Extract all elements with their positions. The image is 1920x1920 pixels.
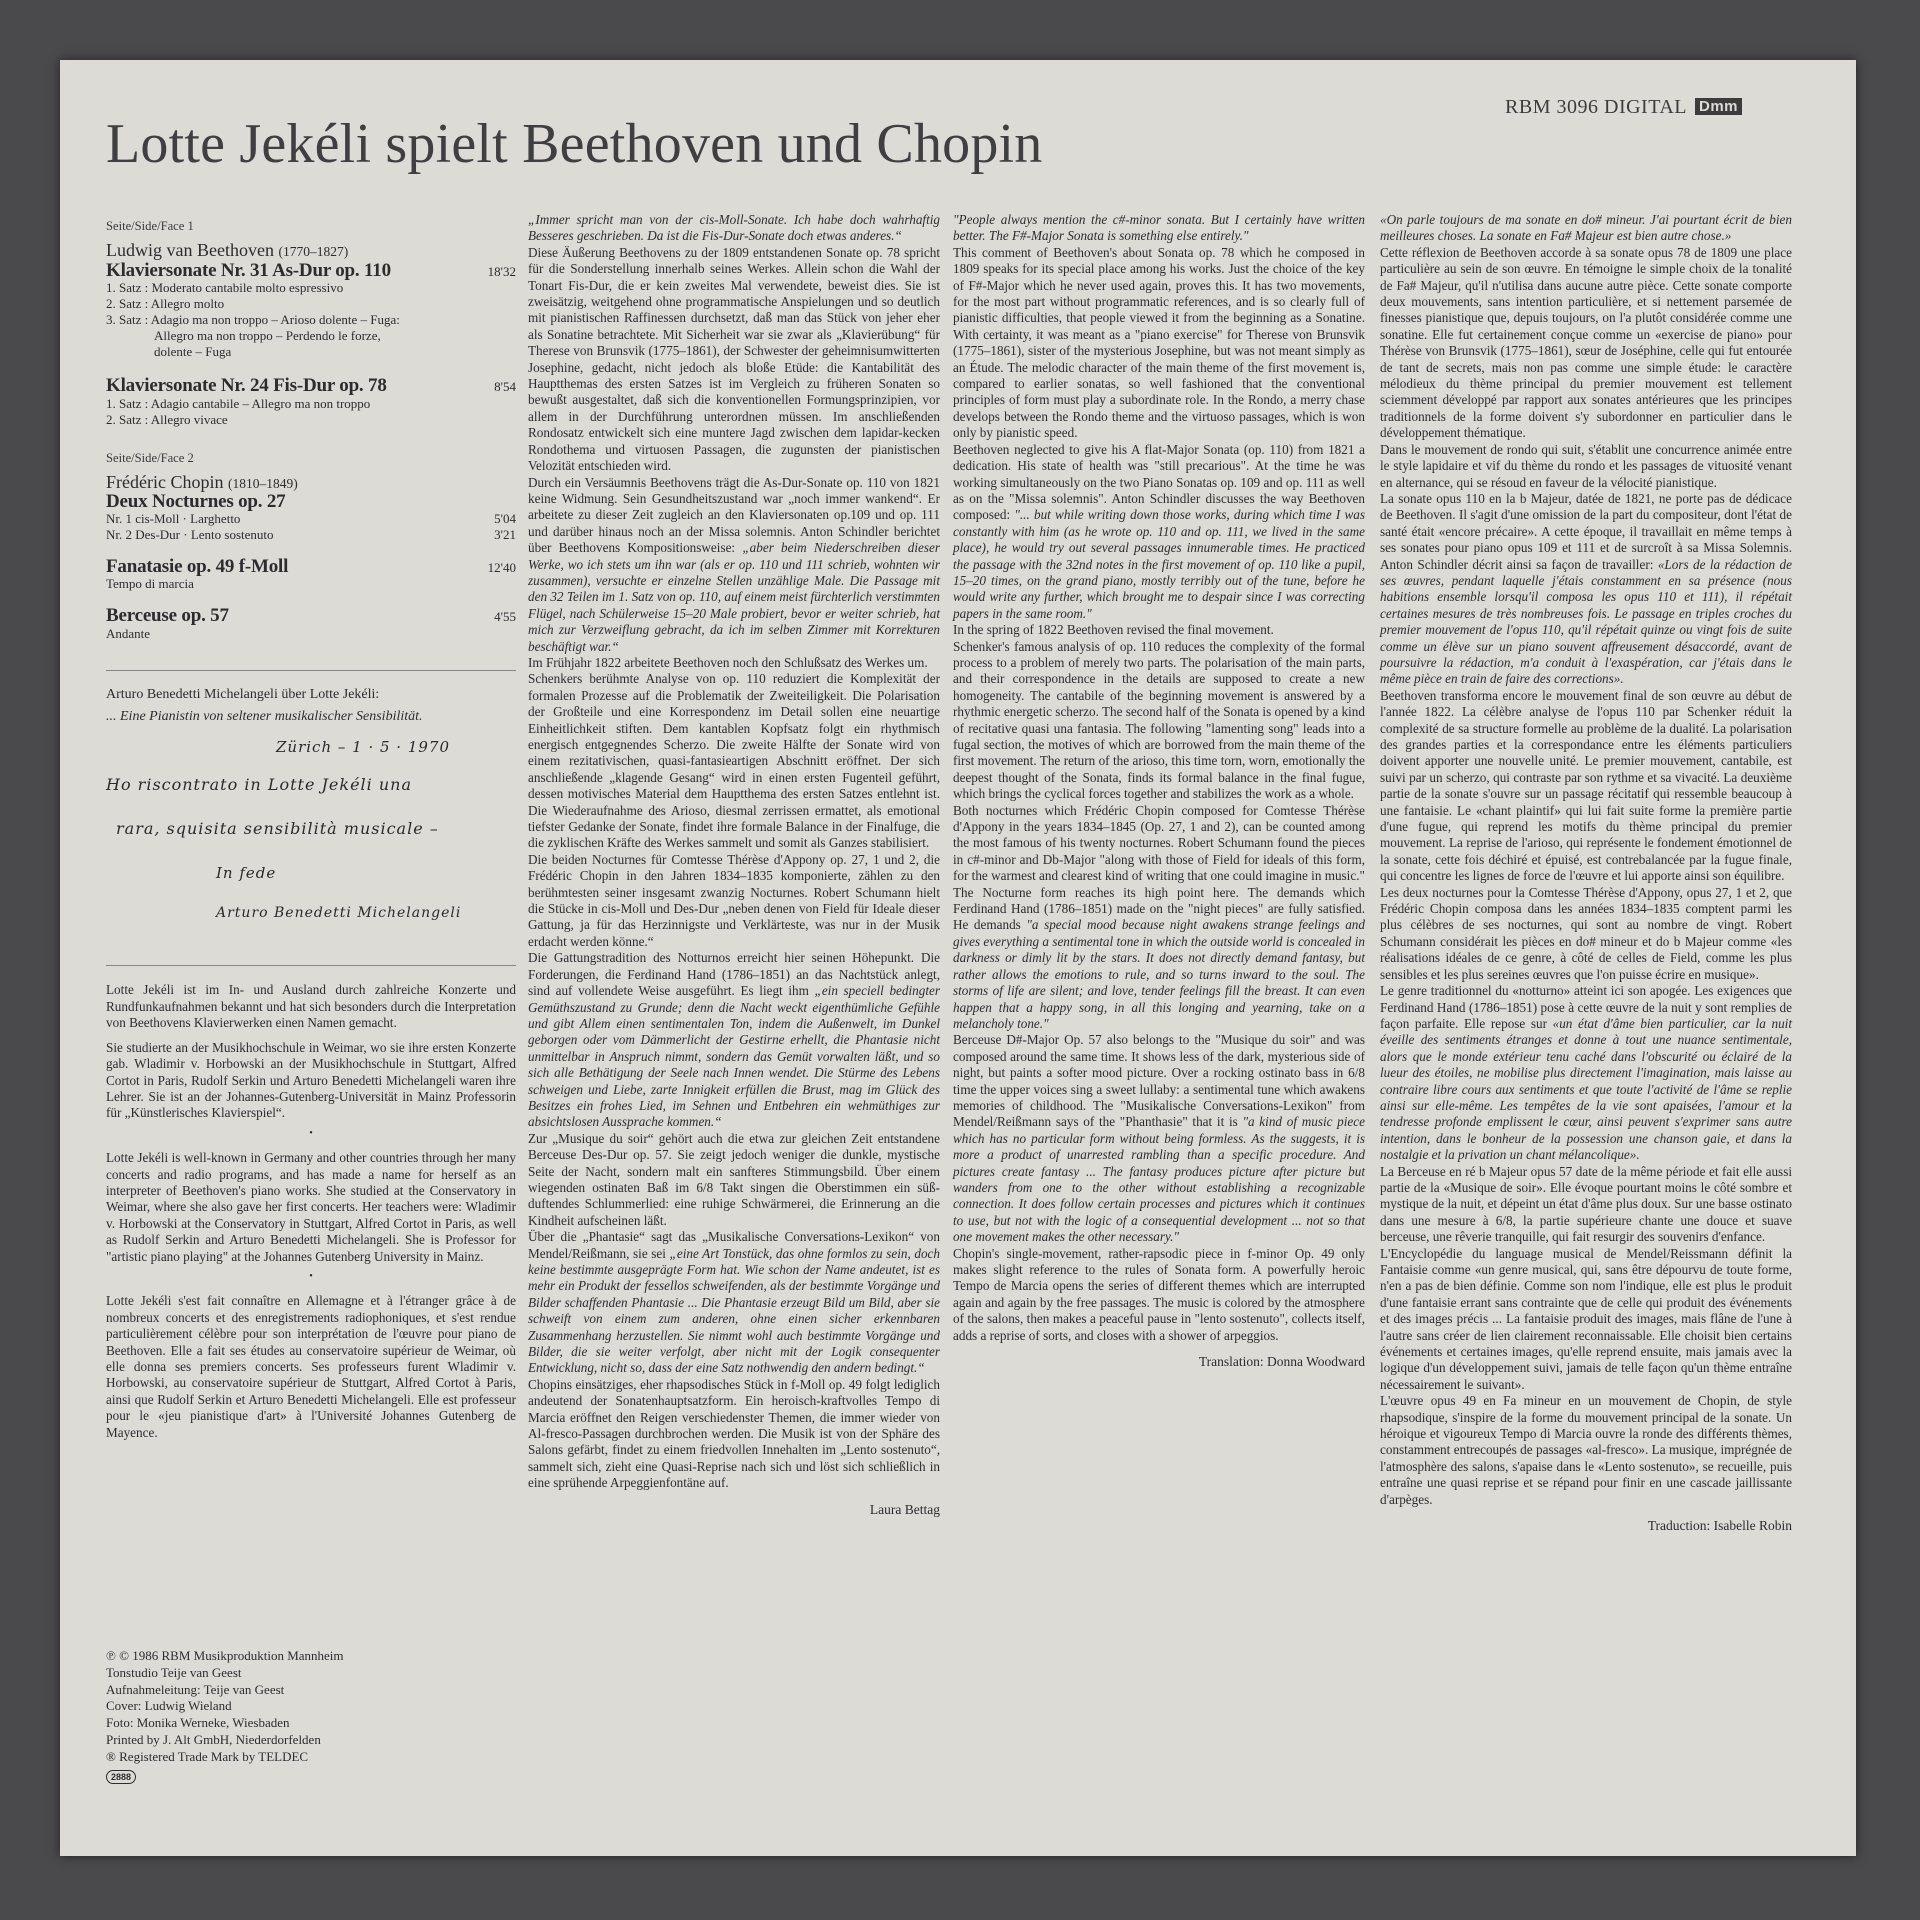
movement: 1. Satz : Moderato cantabile molto espressivo [106, 280, 344, 296]
credit-line: Aufnahmeleitung: Teije van Geest [106, 1681, 285, 1697]
notes-paragraph [528, 1229, 940, 1377]
work-sonata-24 [106, 375, 516, 397]
notes-citation: „eine Art Tonstück, das ohne formlos zu sein, doch keine bestimmte ausgeprägte Form hat. Wie schon der Name andeutet, ist es mehr ein Produkt der fessellos schweifenden, als der bestimmte Vorgänge und Bilder schaffenden Phantasie ... Die Phantasie erzeugt Bild um Bild, aber sie schweift von einem zum anderen, ohne einen sicher erkennbaren Zusammenhang herzustellen. Sie nimmt wohl auch bestimmte Vorgänge und Bilder, die sie weiter verfolgt, aber nicht mit der Logik consequenter Entwicklung, nicht so, dass der eine Satz nothwendig den andern bedingt.“ [528, 1245, 940, 1376]
work-title: Berceuse op. 57 [106, 605, 229, 627]
notes-paragraph [953, 1032, 1365, 1245]
dmm-logo-icon: Dmm [1695, 98, 1742, 115]
credits [106, 1648, 516, 1784]
notes-citation: "a kind of music piece which has no particular form without being formless. As the suggests, it is more a product of unarrested rambling than a specific procedure. And pictures create fantasy ... The fantasy produces picture after picture but wanders from one to the other without establishing a recognizable connection. It does follow certain processes and pictures which it continues to use, but not with the logic of a consequential development ... not so that one movement makes the other necessary." [953, 1114, 1365, 1245]
work-fantasie [106, 555, 516, 577]
catalog-number [1505, 96, 1742, 119]
record-sleeve-back [60, 60, 1856, 1856]
side-2-label: Seite/Side/Face 2 [106, 450, 194, 465]
work-duration: 12'40 [487, 559, 516, 575]
movement: 3. Satz : Adagio ma non troppo – Arioso dolente – Fuga: [106, 312, 400, 328]
movement: 1. Satz : Adagio cantabile – Allegro ma non troppo [106, 395, 371, 411]
quote-text: ... Eine Pianistin von seltener musikalischer Sensibilität. [106, 709, 423, 725]
notes-german-column [528, 212, 940, 1518]
program-column [106, 212, 516, 1441]
work-title: Klaviersonate Nr. 24 Fis-Dur op. 78 [106, 375, 387, 397]
movement: 2. Satz : Allegro vivace [106, 411, 228, 427]
work-title: Deux Nocturnes op. 27 [106, 491, 286, 513]
handwritten-line: rara, squisita sensibilità musicale – [116, 819, 439, 839]
composer-name: Frédéric Chopin [106, 472, 224, 493]
side-1-label: Seite/Side/Face 1 [106, 219, 194, 233]
item-duration: 3'21 [494, 526, 516, 542]
work-nocturnes [106, 491, 516, 513]
handwritten-signature: Arturo Benedetti Michelangeli [216, 905, 462, 922]
work-sonata-31 [106, 259, 516, 281]
notes-paragraph: Zur „Musique du soir“ gehört auch die etwa zur gleichen Zeit entstandene Berceuse Des-Dur op. 57. Sie zeigt jedoch weniger die dunkle, mystische Seite der Nacht, sondern malt ein sanfteres Stimmungsbild. Über einem wiegenden ostinaten Baß im 6/8 Takt singen die Oberstimmen ein süß-duftendes Schlummerlied: eine ruhige Schwärmerei, die Erinnerung an die Kindheit aufscheinen läßt. [528, 1130, 940, 1228]
notes-paragraph: L'Encyclopédie du language musical de Mendel/Reissmann définit la Fantaisie comme «un genre musical, qui, sans être dépourvu de toute forme, n'en a pas de bien définie. Comme son nom l'indique, elle est plus le produit d'une fantaisie errant sans contrainte que de celle qui produit des événements et des images précis ... La fantaisie produit des images, mais flâne de l'une à l'autre sans créer de lien clairement reconnaissable. Elle choisit bien certains événements et certaines images, qu'elle reprend ensuite, mais jamais avec la logique d'un développement suivi, jamais de telle façon qu'un thème entraîne nécessairement le suivant». [1380, 1245, 1792, 1392]
notes-paragraph [953, 885, 1365, 1033]
movement: dolente – Fuga [154, 344, 232, 360]
notes-paragraph: Both nocturnes which Frédéric Chopin composed for Comtesse Thérèse d'Appony in the years 1834–1845 (Op. 27, 1 and 2), can be counted among the most famous of his twenty nocturnes. Robert Schumann found the pieces in c#-minor and Db-Major "along with those of Field for ideals of this form, for the warmest and clearest kind of writing that one could imagine in music." [953, 802, 1365, 884]
notes-paragraph: Chopins einsätziges, eher rhapsodisches Stück in f-Moll op. 49 folgt lediglich andeutend der Sonatenhauptsatzform. Ein heroisch-kraftvolles Tempo di Marcia eröffnet den Reigen verschiedenster Themen, die immer wieder von Al-fresco-Passagen durchbrochen werden. Die Musik ist von der Sphäre des Salons gefärbt, findet zu einem friedvollen Innehalten im „Lento sostenuto“, sammelt sich, zieht eine Quasi-Reprise nach sich und löst sich schließlich in eine sprühende Arpeggienfontäne auf. [528, 1376, 940, 1491]
notes-paragraph: In the spring of 1822 Beethoven revised the final movement. [953, 622, 1274, 638]
notes-citation: «Lors de la rédaction de ses œuvres, pendant laquelle j'étais constamment en sa présence (nous habitions ensemble lorsqu'il composa les opus 110 et 111), il répétait certaines mesures de très nombreuses fois. Le passage en triples croches du premier mouvement de l'opus 110, qu'il répétait quinze ou vingt fois de suite comme un élève sur un piano souvent affreusement désaccordé, avant de poursuivre la rédaction, m'a conduit à l'exaspération, car j'étais dans le même pièce en train de faire des corrections». [1380, 556, 1792, 687]
handwritten-line: Ho riscontrato in Lotte Jekéli una [106, 775, 413, 795]
album-title: Lotte Jekéli spielt Beethoven und Chopin [106, 113, 1043, 175]
divider [106, 965, 516, 966]
label-code-icon: 2888 [106, 1770, 136, 1784]
item-duration: 5'04 [494, 510, 516, 526]
handwritten-line: In fede [216, 864, 277, 883]
notes-paragraph: Im Frühjahr 1822 arbeitete Beethoven noch den Schlußsatz des Werkes um. [528, 654, 928, 670]
notes-text: Durch ein Versäumnis Beethovens trägt die As-Dur-Sonate op. 110 von 1821 keine Widmung. Sein Gesundheitszustand war „noch immer wankend“. Er arbeitete zu dieser Zeit zugleich an den Klaviersonaten op.109 und op. 111 und darüber hinaus noch an der Missa solemnis. Anton Schindler berichtet über Beethovens Kompositionsweise: [528, 474, 940, 556]
credit-line: Cover: Ludwig Wieland [106, 1698, 232, 1714]
notes-citation: „aber beim Niederschreiben dieser Werke, wo ich stets um ihn war (als er op. 110 und 111 schrieb, wohnten wir zusammen), versuchte er einzelne Stellen unzählige Male. Die Passage mit den 32 Teilen im 1. Satz von op. 110, auf einem meist fürchterlich verstimmten Flügel, nach Schülerweise 15–20 Male probiert, bevor er weiter schrieb, hat mich zur Verzweiflung gebracht, da ich im selben Zimmer mit Korrekturen beschäftigt war.“ [528, 540, 941, 654]
notes-citation: "... but while writing down those works, during which time I was constantly with him (as he wrote op. 110 and op. 111, we lived in the same place), he would try out several passages innumerable times. He practiced the passage with the 32nd notes in the first movement of op. 110 like a pupil, 15–20 times, on the grand piano, mostly terribly out of the tune, before he would write any further, which brought me to despair since I was correcting papers in the same room." [953, 507, 1366, 621]
notes-french-column [1380, 212, 1792, 1535]
credit-line: Printed by J. Alt GmbH, Niederdorfelden [106, 1731, 321, 1747]
notes-text: The Nocturne form reaches its high point here. The demands which Ferdinand Hand (1786–1851) made on the "night pieces" are fully satisfied. He demands [953, 884, 1365, 933]
credit-line: ® Registered Trade Mark by TELDEC [106, 1748, 309, 1764]
composer-dates: (1770–1827) [278, 244, 349, 260]
quote-heading: Arturo Benedetti Michelangeli über Lotte Jekéli: [106, 686, 380, 702]
work-tempo: Tempo di marcia [106, 576, 194, 592]
notes-paragraph [528, 950, 940, 1130]
notes-paragraph: L'œuvre opus 49 en Fa mineur en un mouvement de Chopin, de style rhapsodique, s'inspire de la forme du mouvement principal de la sonate. Un héroique et vigoureux Tempo di Marcia ouvre la ronde des différents thèmes, constamment entrecoupés de passages «al-fresco». La musique, imprégnée de l'atmosphère des salons, s'apaise dans le «Lento sostenuto», se recueille, puis entraîne une quasi reprise et se répand pour finir en une cascade jaillissante d'arpèges. [1380, 1393, 1792, 1507]
notes-text: Le genre traditionnel du «notturno» atteint ici son apogée. Les exigences que Ferdinand Hand (1786–1851) pose à cette œuvre de la nuit y sont remplies de façon parfaite. Elle repose sur [1380, 983, 1792, 1031]
composer-dates: (1810–1849) [227, 476, 298, 492]
composer-chopin [106, 474, 516, 492]
separator-mark: • [309, 1270, 313, 1282]
notes-paragraph [528, 475, 940, 655]
notes-text: Über die „Phantasie“ sagt das „Musikalische Conversations-Lexikon“ von Mendel/Reißmann, sie sei [528, 1229, 940, 1261]
notes-paragraph [1380, 983, 1792, 1163]
notes-paragraph: La Berceuse en ré b Majeur opus 57 date de la même période et fait elle aussi partie de la «Musique de soir». Elle évoque pourtant moins le côté sombre et mystique de la nuit, et dépeint un état d'âme plus doux. Sur une basse ostinato dans une mesure à 6/8, la partie supérieure chante une douce et suave berceuse, une rêverie tranquille, qui fait resurgir des souvenirs d'enfance. [1380, 1163, 1792, 1245]
work-duration: 18'32 [487, 263, 516, 279]
notes-paragraph: Schenkers berühmte Analyse von op. 110 reduziert die Komplexität der formalen Prozesse auf die Problematik der Zweiteiligkeit. Die Polarisation der Großteile und eine Korrespondenz im Detail sollen eine neuartige Einheitlichkeit stiften. Dem kantablen Kopfsatz folgt ein rhythmisch energisch entgegnendes Scherzo. Die zweite Hälfte der Sonate wird von einem rezitativischen, quasi-fantasieartigen Abschnitt eröffnet. Der sich anschließende „klagende Gesang“ wird in einen ersten Fugenteil geführt, dessen motivisches Material dem Hauptthema des ersten Satzes entlehnt ist. Die Wiederaufnahme des Arioso, diesmal zerrissen ermattet, als emotional tiefster Gedanke der Sonate, findet ihre formale Balance in der Finalfuge, die die zyklischen Kräfte des Werkes sammelt und somit als Ganzes stabilisiert. [528, 671, 940, 851]
movement: 2. Satz : Allegro molto [106, 296, 225, 312]
work-duration: 8'54 [494, 379, 516, 395]
composer-name: Ludwig van Beethoven [106, 240, 274, 261]
nocturne-item [106, 511, 516, 527]
bio-en: Lotte Jekéli is well-known in Germany and other countries through her many concerts and radio programs, and has made a name for herself as an interpreter of Beethoven's piano works. She studied at the Conservatory in Weimar, where she also gave her first concerts. Her teachers were: Wladimir v. Horbowski at the Conservatory in Stuttgart, Alfred Cortot in Paris, as well as Rudolf Serkin and Arturo Benedetti Michelangeli. She is Professor for "artistic piano playing" at the Johannes Gutenberg University in Mainz. [106, 1150, 516, 1264]
notes-citation: „ein speciell bedingter Gemüthszustand zu Grunde; denn die Nacht weckt eigenthümliche Gefühle und gibt Allem einen sentimentalen Ton, indem die Außenwelt, im Dunkel geborgen oder vom Dämmerlicht der Gestirne erhellt, die Phantasie nicht unmittelbar in Anspruch nimmt, sondern das Gemüt vorwalten läßt, und so sich alle Bethätigung der Seele nach Innen wendet. Die Stürme des Lebens schweigen und Liebe, zarte Innigkeit erfüllen die Brust, mag im Glück des Besitzes ein frohes Lied, im Sehnen und Entbehren ein wehmüthiges zur absichtslosen Aussprache kommen.“ [528, 983, 940, 1130]
composer-beethoven [106, 242, 516, 260]
notes-citation: "a special mood because night awakens strange feelings and gives everything a sentimental tone in which the outside world is concealed in darkness or dimly lit by the stars. It does not directly demand fantasy, but rather allows the emotions to rule, and so turns inward to the soul. The storms of life are silent; and love, tender feelings fill the breast. It can even happen that a happy song, in all this longing and yearning, take on a melancholy tone." [953, 917, 1365, 1031]
credit-line: Tonstudio Teije van Geest [106, 1664, 242, 1680]
notes-text: La sonate opus 110 en la b Majeur, datée de 1821, ne porte pas de dédicace de Beethoven. Il s'agit d'une omission de la part du compositeur, dont l'état de santé était «encore précaire». A cette époque, il travaillait en même temps à ses sonates pour piano opus 109 et 111 et de surcroît à sa Missa Solemnis. Anton Schindler décrit ainsi sa façon de travailler: [1380, 490, 1792, 572]
bio-fr: Lotte Jekéli s'est fait connaître en Allemagne et à l'étranger grâce à de nombreux concerts et des enregistrements radiophoniques, et s'est rendue particulièrement célèbre pour son interprétation de l'œuvre pour piano de Beethoven. Elle a fait ses études au conservatoire supérieur de Weimar, où elle donna ses premiers concerts. Ses professeurs furent Wladimir v. Horbowski, au conservatoire supérieur de Stuttgart, Alfred Cortot à Paris, ainsi que Rudolf Serkin et Arturo Benedetti Michelangeli. Elle est professeur pour le «jeu pianistique d'art» à l'Université Johannes Gutenberg de Mayence. [106, 1293, 516, 1440]
credit-line: Foto: Monika Werneke, Wiesbaden [106, 1715, 290, 1731]
work-berceuse [106, 605, 516, 627]
bio-de-2: Sie studierte an der Musikhochschule in Weimar, wo sie ihre ersten Konzerte gab. Wladimir v. Horbowski an der Musikhochschule in Stuttgart, Alfred Cortot in Paris, Rudolf Serkin und Arturo Benedetti Michelangeli waren ihre Lehrer. Sie ist an der Johannes-Gutenberg-Universität in Mainz Professorin für „Künstlerisches Klavierspiel“. [106, 1039, 516, 1121]
item-label: Nr. 1 cis-Moll · Larghetto [106, 510, 241, 526]
handwritten-date: Zürich – 1 · 5 · 1970 [276, 738, 451, 757]
notes-paragraph: Chopin's single-movement, rather-rapsodic piece in f-minor Op. 49 only makes slight reference to the rules of Sonata form. A powerfully heroic Tempo de Marcia opens the series of different themes which are interrupted again and again by the free passages. The music is colored by the atmosphere of the salons, then makes a peaceful pause in "lento sostenuto", collects itself, adds a reprise of sorts, and closes with a shower of arpeggios. [953, 1245, 1365, 1343]
notes-paragraph: This comment of Beethoven's about Sonata op. 78 which he composed in 1809 speaks for its special place among his works. Just the choice of the key of F#-Major which he never used again, proves this. It has two movements, for the most part without programmatic references, and is so clearly full of pianistic difficulties, that people viewed it from the beginning as a Sonatine. With certainty, it was meant as a "piano exercise" for Therese von Brunsvik (1775–1861), sister of the mysterious Josephine, but was not meant simply as an Étude. The melodic character of the main theme of the first movement is, compared to earlier sonatas, so well fashioned that the conventional principles of form must play a subordinate role. In the Rondo, a merry chase develops between the Rondo theme and the virtuoso passages, which is won only by pianistic speed. [953, 244, 1365, 441]
notes-quote: „Immer spricht man von der cis-Moll-Sonate. Ich habe doch wahrhaftig Besseres geschrieben. Da ist die Fis-Dur-Sonate doch etwas anderes.“ [528, 212, 940, 244]
notes-paragraph: Beethoven transforma encore le mouvement final de son œuvre au début de l'année 1822. La célèbre analyse de l'opus 110 par Schenker réduit la complexité de sa structure formelle au problème de la dualité. La polarisation des grandes parties et la correspondance entre les éléments particuliers doivent apporter une nouvelle unité. Le premier mouvement, cantabile, est suivi par un scherzo, qui contraste par son rythme et sa vivacité. La deuxième partie de la sonate s'ouvre sur un passage récitatif qui ressemble beaucoup à une fantaisie. Le «chant plaintif» qui lui fait suite forme la première partie d'une fugue, qui reprend les motifs du thème principal du premier mouvement. La reprise de l'arioso, qui représente le fondement émotionnel de la sonate, cette fois déchiré et épuisé, est contrebalancée par la fugue finale, qui concentre les lignes de force de l'œuvre et lui apporte ainsi son équilibre. [1380, 687, 1792, 884]
notes-paragraph: Schenker's famous analysis of op. 110 reduces the complexity of the formal process to a problem of merely two parts. The polarisation of the main parts, and their correspondence in the details are supposed to create a new homogeneity. The cantabile of the beginning movement is answered by a rhythmic energetic scherzo. The second half of the Sonata is opened by a kind of recitative quasi una fantasia. The following "lamenting song" leads into a fugal section, the motives of which are borrowed from the main theme of the first movement. The return of the arioso, this time torn, worn, emotionally the deepest thought of the Sonata, finds its formal balance in the final fugue, which brings the cyclical forces together and stabilizes the work as a whole. [953, 638, 1365, 802]
notes-quote: «On parle toujours de ma sonate en do# mineur. J'ai pourtant écrit de bien meilleures choses. La sonate en Fa# Majeur est bien autre chose.» [1380, 212, 1792, 244]
notes-citation: «un état d'âme bien particulier, car la nuit éveille des sentiments étranges et donne à tout une nuance sentimentale, alors que le monde extérieur tenu caché dans l'obscurité ou éclairé de la lueur des étoiles, ne mobilise plus directement l'imagination, mais laisse au contraire libre cours aux sentiments et que toute l'activité de l'âme se replie ainsi sur elle-même. Les tempêtes de la vie sont apaisées, l'amour et la tendresse profonde emplissent le cœur, ainsi peuvent s'exprimer sans autre intention, dans le bonheur de la possession une chanson gaie, et dans la nostalgie et la privation un chant mélancolique». [1380, 1015, 1792, 1163]
notes-text: Berceuse D#-Major Op. 57 also belongs to the "Musique du soir" and was composed around the same time. It shows less of the dark, mysterious side of night, but paints a softer mood picture. Over a rocking ostinato bass in 6/8 time the upper voices sing a sweet lullaby: a sentimental tune which awakens memories of childhood. The "Musikalische Conversations-Lexikon" from Mendel/Reißmann says of the "Phanthasie" that it is [953, 1032, 1365, 1130]
notes-paragraph: Les deux nocturnes pour la Comtesse Thérèse d'Appony, opus 27, 1 et 2, que Frédéric Chopin composa dans les années 1834–1835 comptent parmi les plus célèbres de ses nocturnes, qui sont au nombre de vingt. Robert Schumann considérait les pièces en do# mineur et do b Majeur comme «les réalisations idéales de ce genre, à côté de celles de Field, comme les plus sensibles et les plus sereines œuvres que l'on puisse écrire en musique». [1380, 884, 1792, 982]
notes-paragraph [1380, 491, 1792, 688]
notes-paragraph: Die beiden Nocturnes für Comtesse Thérèse d'Appony op. 27, 1 und 2, die Frédéric Chopin in den Jahren 1834–1835 komponierte, zählen zu den berühmtesten seiner insgesamt zwanzig Nocturnes. Robert Schumann hielt die Stücke in cis-Moll und Des-Dur „neben denen von Field für Ideale dieser Gattung, ja für das Herzinnigste und Verklärteste, was nur in der Musik erdacht werden könne.“ [528, 851, 940, 949]
notes-paragraph [953, 442, 1365, 622]
separator-mark: • [309, 1127, 313, 1139]
notes-quote: "People always mention the c#-minor sonata. But I certainly have written better. The F#-Major Sonata is something else entirely." [953, 212, 1365, 244]
notes-text: Beethoven neglected to give his A flat-Major Sonata (op. 110) from 1821 a dedication. His state of health was "still precarious". At the time he was working simultaneously on the two Piano Sonatas op. 109 and op. 111 as well as on the "Missa solemnis". Anton Schindler discusses the way Beethoven composed: [953, 441, 1365, 523]
nocturne-item [106, 527, 516, 543]
notes-translator: Traduction: Isabelle Robin [1647, 1518, 1792, 1534]
notes-english-column [953, 212, 1365, 1370]
handwritten-note [106, 735, 516, 945]
notes-author: Laura Bettag [869, 1501, 940, 1517]
notes-paragraph: Cette réflexion de Beethoven accorde à sa sonate opus 78 de 1809 une place particulière au sein de son œuvre. En témoigne le simple choix de la tonalité de Fa# Majeur, qu'il n'utilisa dans aucune autre pièce. Cette sonate comporte deux mouvements, sans intention particulière, et si nettement parsemée de finesses pianistique que, depuis toujours, on l'a plutôt considérée comme une sonatine. Elle fut certainement conçue comme un «exercise de piano» pour Thérèse von Brunsvik (1775–1861), sœur de Joséphine, celle qui fut entourée de tant de secrets, mais non pas comme une simple étude: le caractère mélodieux du thème principal du premier mouvement est tellement sciemment développé par rapport aux sonates antérieures que les principes traditionnels de la forme doivent s'y subordonner en particulier dans le développement thématique. [1380, 244, 1792, 441]
notes-paragraph: Diese Äußerung Beethovens zu der 1809 entstandenen Sonate op. 78 spricht für die Sonderstellung innerhalb seines Werkes. Allein schon die Wahl der Tonart Fis-Dur, die er kein zweites Mal verwendete, beweist dies. Sie ist zweisätzig, weitgehend ohne programmatische Anspielungen und so deutlich mit pianistischen Raffinessen durchsetzt, daß man das Stück von jeher eher als Sonatine betrachtete. Mit Sicherheit war sie zwar als „Klavierübung“ für Therese von Brunsvik (1775–1861), der Schwester der geheimnisumwitterten Josephine, gedacht, nicht jedoch als bloße Etüde: die Kantabilität des Hauptthemas des ersten Satzes ist im Vergleich zu früheren Sonaten so bewußt ausgestaltet, daß sich die konventionellen Formungsprinzipien, vor allem in der Durchführung unterordnen müssen. Im anschließenden Rondosatz entwickelt sich eine muntere Jagd zwischen dem lapidar-kecken Rondothema und virtuosen Passagen, die zugunsten der pianistischen Velozität entschieden wird. [528, 244, 940, 474]
notes-translator: Translation: Donna Woodward [1198, 1354, 1365, 1370]
work-tempo: Andante [106, 625, 151, 641]
catalog-text: RBM 3096 DIGITAL [1505, 96, 1687, 118]
bio-de-1: Lotte Jekéli ist im In- und Ausland durch zahlreiche Konzerte und Rundfunkaufnahmen bekannt und hat sich besonders durch die Interpretation von Beethovens Klavierwerken einen Namen gemacht. [106, 982, 516, 1031]
divider [106, 670, 516, 671]
item-label: Nr. 2 Des-Dur · Lento sostenuto [106, 526, 274, 542]
credit-line: ℗ © 1986 RBM Musikproduktion Mannheim [106, 1648, 344, 1663]
work-duration: 4'55 [494, 609, 516, 625]
work-title: Klaviersonate Nr. 31 As-Dur op. 110 [106, 259, 391, 281]
notes-text: Die Gattungstradition des Notturnos erreicht hier seinen Höhepunkt. Die Forderungen, die Ferdinand Hand (1786–1851) an das Nachtstück anlegt, sind auf vollendete Weise ausgeführt. Es liegt ihm [528, 950, 940, 999]
work-title: Fanatasie op. 49 f-Moll [106, 555, 289, 577]
movement: Allegro ma non troppo – Perdendo le forze, [154, 328, 381, 344]
notes-paragraph: Dans le mouvement de rondo qui suit, s'établit une concurrence animée entre le style lapidaire et vif du thème du rondo et les passages de vituosité venant en alternance, qui se résoud en faveur de la vélocité pianistique. [1380, 441, 1792, 490]
